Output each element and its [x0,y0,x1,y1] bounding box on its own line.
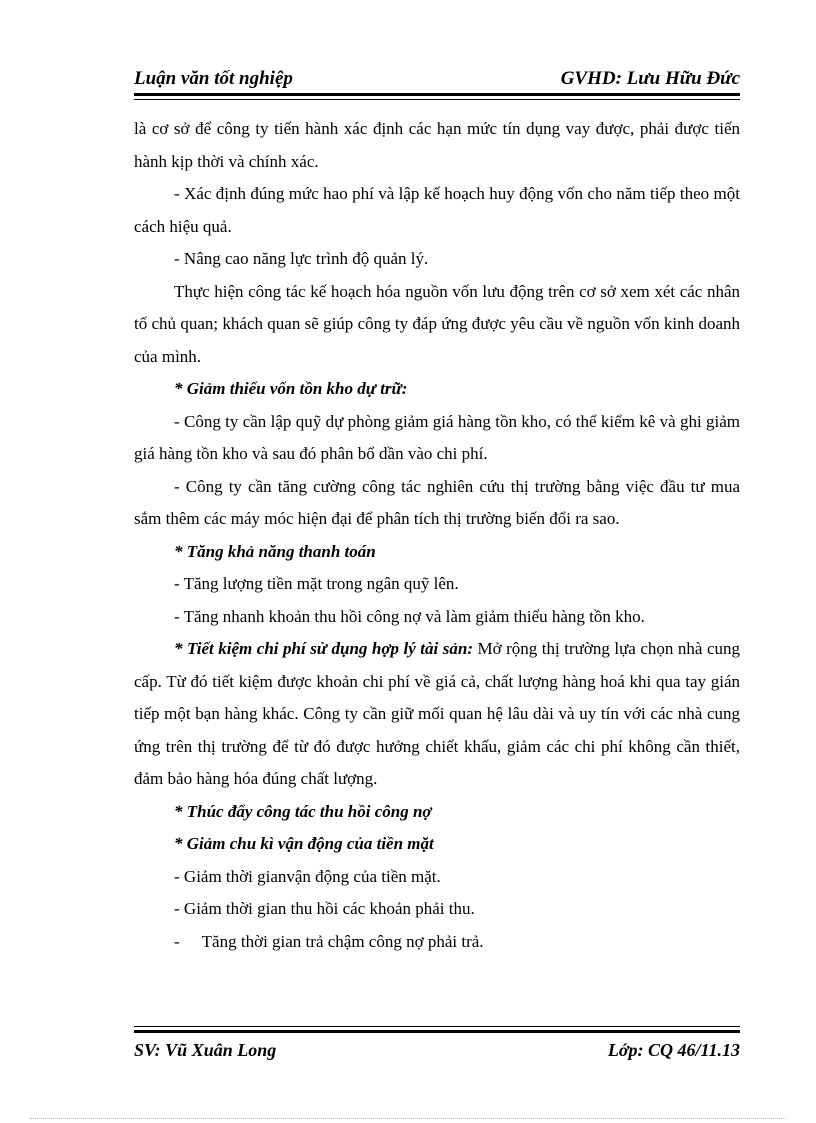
paragraph: là cơ sở để công ty tiến hành xác định các hạn mức tín dụng vay được, phải được tiến hành kịp thời và chính xác. [134,119,740,171]
page-footer [134,1040,740,1061]
bullet-dash: - [174,931,180,951]
run-in-heading: * Tiết kiệm chi phí sử dụng hợp lý tài sản: [174,639,473,658]
bullet-item: - Tăng lượng tiền mặt trong ngân quỹ lên. [174,574,459,593]
bullet-item: - Giảm thời gian thu hồi các khoản phải thu. [174,899,475,918]
bullet-item: - Nâng cao năng lực trình độ quản lý. [174,249,429,268]
section-heading: * Thúc đẩy công tác thu hồi công nợ [174,801,432,821]
advisor-name: GVHD: Lưu Hữu Đức [560,68,740,89]
bullet-item: - Tăng nhanh khoản thu hồi công nợ và làm giảm thiểu hàng tồn kho. [174,606,645,626]
document-body [134,113,740,958]
section-heading: * Giảm thiểu vốn tồn kho dự trữ: [174,379,408,398]
section-heading: * Tăng khả năng thanh toán [174,541,376,561]
student-name: SV: Vũ Xuân Long [134,1040,277,1060]
bullet-item: - Giảm thời gianvận động của tiền mặt. [174,866,441,886]
paragraph [134,633,740,796]
paragraph: Thực hiện công tác kế hoạch hóa nguồn vốn lưu động trên cơ sở xem xét các nhân tố chủ quan; khách quan sẽ giúp công ty đáp ứng được yêu cầu về nguồn vốn kinh doanh của mình. [134,281,740,366]
footer-rule [134,1026,740,1033]
bullet-text: Tăng thời gian trả chậm công nợ phải trả. [201,931,484,951]
section-heading: * Giảm chu kì vận động của tiền mặt [174,834,434,853]
paragraph: - Xác định đúng mức hao phí và lập kế hoạch huy động vốn cho năm tiếp theo một cách hiệu quả. [134,184,740,236]
page-edge [30,1118,786,1119]
paragraph: - Công ty cần lập quỹ dự phòng giảm giá hàng tồn kho, có thể kiểm kê và ghi giảm giá hàng tồn kho và sau đó phân bổ dần vào chi phí. [134,411,740,463]
thesis-title: Luận văn tốt nghiệp [134,68,293,89]
paragraph-text: Mở rộng thị trường lựa chọn nhà cung cấp. Từ đó tiết kiệm được khoản chi phí về giá cả, chất lượng hàng hoá khi qua tay gián tiếp một bạn hàng khác. Công ty cần giữ mối quan hệ lâu dài và uy tín với các nhà cung ứng trên thị trường để từ đó được hưởng chiết khấu, giảm các chi phí không cần thiết, đảm bảo hàng hóa đúng chất lượng. [134,639,740,788]
paragraph: - Công ty cần tăng cường công tác nghiên cứu thị trường bằng việc đầu tư mua sắm thêm các máy móc hiện đại để phân tích thị trường biến đổi ra sao. [134,476,740,528]
page-header [134,68,740,90]
header-rule [134,93,740,100]
class-code: Lớp: CQ 46/11.13 [607,1040,740,1060]
bullet-item [134,926,740,959]
